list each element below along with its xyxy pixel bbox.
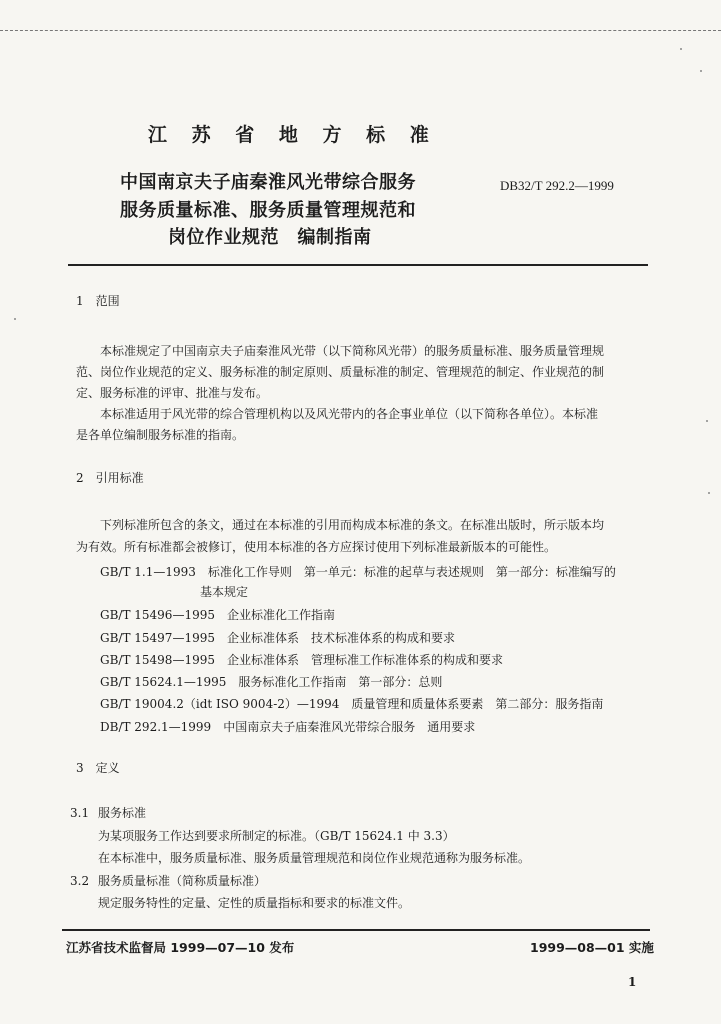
scan-speck: [14, 318, 16, 320]
paragraph-line: 本标准规定了中国南京夫子庙秦淮风光带（以下简称风光带）的服务质量标准、服务质量管理规: [100, 344, 605, 358]
clause-line: 在本标准中，服务质量标准、服务质量管理规范和岗位作业规范通称为服务标准。: [98, 851, 531, 865]
reference-item: DB/T 292.1—1999 中国南京夫子庙秦淮风光带综合服务 通用要求: [100, 720, 476, 734]
reference-item-continuation: 基本规定: [200, 585, 249, 599]
reference-item: GB/T 15496—1995 企业标准化工作指南: [100, 608, 335, 622]
title-line-2: 服务质量标准、服务质量管理规范和: [120, 200, 416, 221]
doc-number: DB32/T 292.2—1999: [500, 178, 614, 193]
footer-rule: [62, 929, 650, 931]
section-3-heading: 3 定义: [76, 761, 120, 775]
section-1-heading: 1 范围: [76, 294, 120, 308]
clause-number: 3.1: [70, 806, 90, 820]
paragraph-line: 范、岗位作业规范的定义、服务标准的制定原则、质量标准的制定、管理规范的制定、作业规范的制: [76, 365, 605, 379]
implementation-date: 1999—08—01 实施: [530, 940, 654, 955]
paragraph-line: 是各单位编制服务标准的指南。: [76, 428, 245, 442]
clause-line: 为某项服务工作达到要求所制定的标准。（GB/T 15624.1 中 3.3）: [98, 829, 455, 843]
scan-speck: [708, 492, 710, 494]
reference-item: GB/T 15498—1995 企业标准体系 管理标准工作标准体系的构成和要求: [100, 653, 503, 667]
title-line-1: 中国南京夫子庙秦淮风光带综合服务: [120, 172, 416, 193]
paragraph-line: 定、服务标准的评审、批准与发布。: [76, 386, 269, 400]
scan-edge-line: [0, 30, 721, 31]
paragraph-line: 本标准适用于风光带的综合管理机构以及风光带内的各企事业单位（以下简称各单位）。本标准: [100, 407, 599, 421]
clause-title: 服务质量标准（简称质量标准）: [98, 874, 267, 888]
scan-speck: [706, 420, 708, 422]
scan-speck: [700, 70, 702, 72]
header-rule: [68, 264, 648, 266]
reference-item: GB/T 1.1—1993 标准化工作导则 第一单元：标准的起草与表述规则 第一部分：标准编写的: [100, 565, 616, 579]
section-2-heading: 2 引用标准: [76, 471, 144, 485]
intro-line: 为有效。所有标准都会被修订，使用本标准的各方应探讨使用下列标准最新版本的可能性。: [76, 540, 557, 554]
reference-item: GB/T 15624.1—1995 服务标准化工作指南 第一部分：总则: [100, 675, 443, 689]
clause-number: 3.2: [70, 874, 90, 888]
clause-line: 规定服务特性的定量、定性的质量指标和要求的标准文件。: [98, 896, 411, 910]
clause-title: 服务标准: [98, 806, 147, 820]
issuing-authority: 江 苏 省 地 方 标 准: [148, 124, 438, 146]
title-line-3: 岗位作业规范 编制指南: [168, 227, 372, 248]
intro-line: 下列标准所包含的条文，通过在本标准的引用而构成本标准的条文。在标准出版时，所示版本均: [100, 518, 605, 532]
reference-item: GB/T 19004.2（idt ISO 9004-2）—1994 质量管理和质量体系要素 第二部分：服务指南: [100, 697, 604, 711]
issue-date: 江苏省技术监督局 1999—07—10 发布: [66, 940, 295, 955]
reference-item: GB/T 15497—1995 企业标准体系 技术标准体系的构成和要求: [100, 631, 455, 645]
page-number: 1: [628, 975, 637, 989]
scan-speck: [680, 48, 682, 50]
